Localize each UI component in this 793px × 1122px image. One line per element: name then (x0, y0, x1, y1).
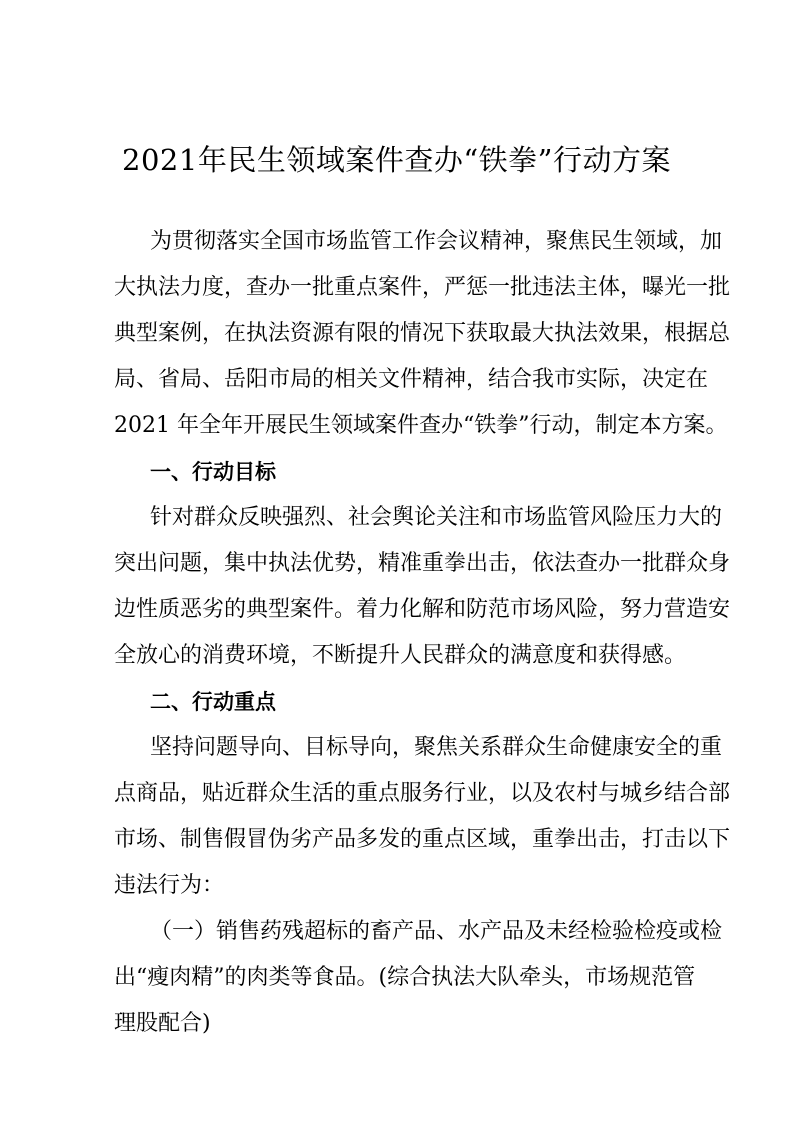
paragraph-line: 局、省局、岳阳市局的相关文件精神，结合我市实际，决定在 (114, 367, 709, 392)
paragraph-line: 坚持问题导向、目标导向，聚焦关系群众生命健康安全的重 (150, 735, 723, 760)
paragraph-line: 全放心的消费环境，不断提升人民群众的满意度和获得感。 (114, 643, 687, 668)
paragraph-line: 大执法力度，查办一批重点案件，严惩一批违法主体，曝光一批 (114, 275, 731, 300)
paragraph-line: 违法行为： (114, 873, 225, 898)
paragraph-line: 出“瘦肉精”的肉类等食品。(综合执法大队牵头，市场规范管 (114, 965, 696, 990)
paragraph-line: 为贯彻落实全国市场监管工作会议精神，聚焦民生领域，加 (150, 229, 723, 254)
paragraph-line: 突出问题，集中执法优势，精准重拳出击，依法查办一批群众身 (114, 551, 731, 576)
paragraph-line: （一）销售药残超标的畜产品、水产品及未经检验检疫或检 (150, 919, 723, 944)
section-heading: 一、行动目标 (150, 460, 276, 484)
paragraph-line: 点商品，贴近群众生活的重点服务行业，以及农村与城乡结合部 (114, 781, 731, 806)
paragraph-line: 2021 年全年开展民生领域案件查办“铁拳”行动，制定本方案。 (114, 413, 728, 438)
document-title: 2021年民生领域案件查办“铁拳”行动方案 (122, 143, 671, 177)
paragraph-line: 市场、制售假冒伪劣产品多发的重点区域，重拳出击，打击以下 (114, 827, 731, 852)
paragraph-line: 典型案例，在执法资源有限的情况下获取最大执法效果，根据总 (114, 321, 731, 346)
paragraph-line: 边性质恶劣的典型案件。着力化解和防范市场风险，努力营造安 (114, 597, 731, 622)
section-heading: 二、行动重点 (150, 690, 276, 714)
paragraph-line: 针对群众反映强烈、社会舆论关注和市场监管风险压力大的 (150, 505, 723, 530)
paragraph-line: 理股配合) (114, 1011, 211, 1036)
